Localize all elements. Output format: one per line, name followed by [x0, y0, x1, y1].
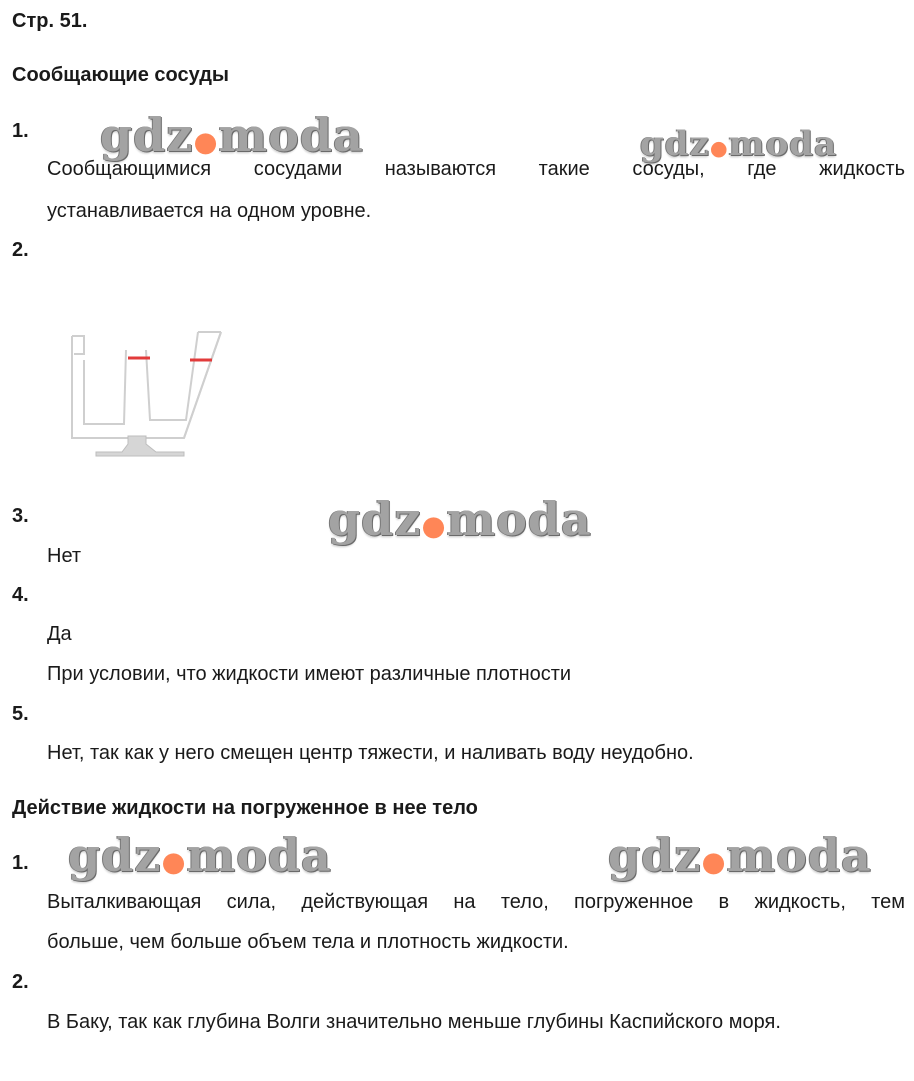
- question-number-2-2: 2.: [12, 971, 29, 993]
- vessel-outline: [72, 332, 221, 438]
- answer-1-line-1: Сообщающимися сосудами называются такие сосуды, где жидкость: [47, 158, 905, 180]
- watermark-logo: gdz●moda: [608, 828, 872, 882]
- communicating-vessels-diagram: [66, 326, 226, 462]
- answer-2-1-line-2: больше, чем больше объем тела и плотность жидкости.: [47, 931, 569, 953]
- question-number-1: 1.: [12, 120, 29, 142]
- section-title-buoyancy: Действие жидкости на погруженное в нее тело: [12, 797, 478, 819]
- question-number-3: 3.: [12, 505, 29, 527]
- watermark-logo: gdz●moda: [328, 492, 592, 546]
- section-title-communicating-vessels: Сообщающие сосуды: [12, 64, 230, 86]
- answer-4-note: При условии, что жидкости имеют различные плотности: [47, 663, 572, 685]
- answer-1-line-2: устанавливается на одном уровне.: [47, 200, 372, 222]
- answer-5: Нет, так как у него смещен центр тяжести, и наливать воду неудобно.: [47, 742, 694, 764]
- answer-3: Нет: [47, 545, 82, 567]
- question-number-4: 4.: [12, 584, 29, 606]
- answer-2-2: В Баку, так как глубина Волги значительно меньше глубины Каспийского моря.: [47, 1011, 781, 1033]
- answer-2-1-line-1: Выталкивающая сила, действующая на тело, погруженное в жидкость, тем: [47, 891, 905, 913]
- page-number: Стр. 51.: [12, 10, 88, 32]
- watermark-logo: gdz●moda: [100, 108, 364, 162]
- answer-4: Да: [47, 623, 72, 645]
- question-number-2: 2.: [12, 239, 29, 261]
- watermark-logo: gdz●moda: [640, 124, 838, 164]
- watermark-logo: gdz●moda: [68, 828, 332, 882]
- question-number-2-1: 1.: [12, 852, 29, 874]
- question-number-5: 5.: [12, 703, 29, 725]
